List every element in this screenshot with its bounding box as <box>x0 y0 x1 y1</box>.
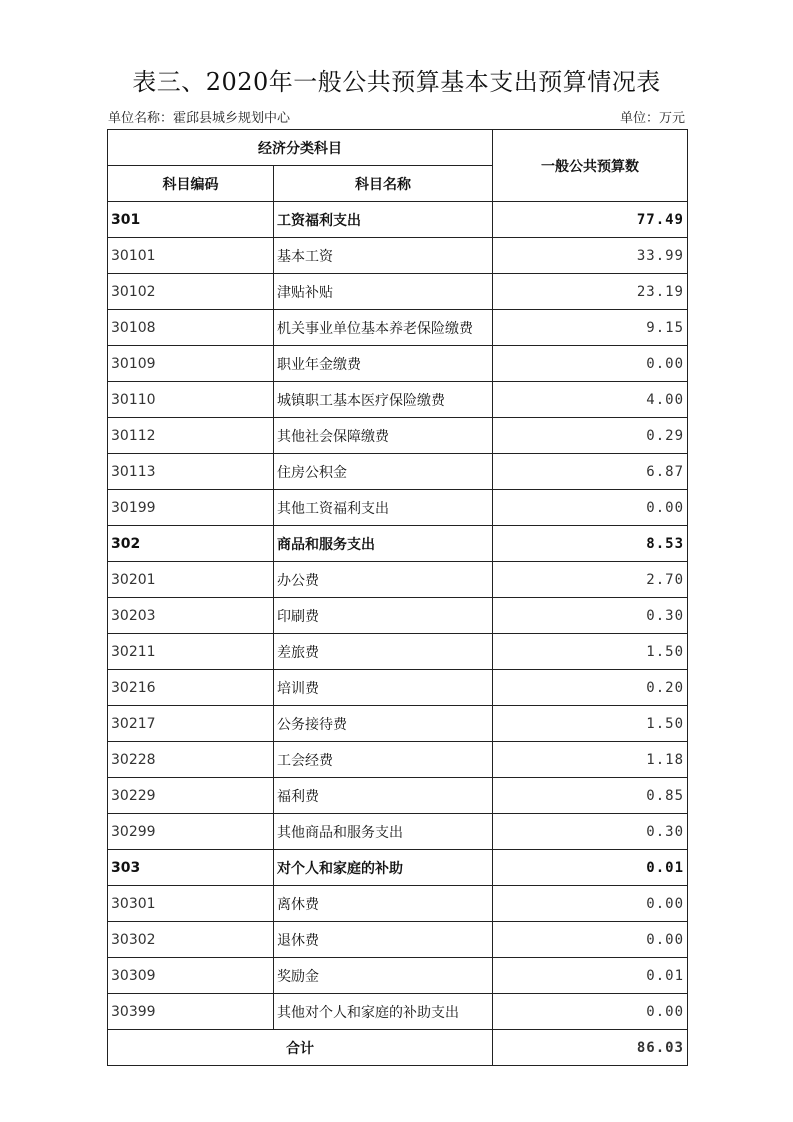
total-amount: 86.03 <box>493 1030 688 1066</box>
subject-code-cell: 30309 <box>108 958 274 994</box>
table-row <box>108 454 688 490</box>
subject-name-cell: 办公费 <box>274 562 493 598</box>
subject-name-cell: 机关事业单位基本养老保险缴费 <box>274 310 493 346</box>
subject-name-cell: 其他对个人和家庭的补助支出 <box>274 994 493 1030</box>
total-label: 合计 <box>108 1030 493 1066</box>
table-row <box>108 418 688 454</box>
table-row <box>108 634 688 670</box>
table-row <box>108 490 688 526</box>
amount-cell: 0.00 <box>493 346 688 382</box>
subject-name-cell: 其他工资福利支出 <box>274 490 493 526</box>
table-row <box>108 742 688 778</box>
amount-cell: 8.53 <box>493 526 688 562</box>
subject-code-cell: 302 <box>108 526 274 562</box>
subject-name-cell: 其他社会保障缴费 <box>274 418 493 454</box>
subject-code-cell: 30199 <box>108 490 274 526</box>
subject-code-cell: 30110 <box>108 382 274 418</box>
subject-code-cell: 30109 <box>108 346 274 382</box>
table-row <box>108 382 688 418</box>
table-group-row <box>108 202 688 238</box>
total-row <box>108 1030 688 1066</box>
subject-name-cell: 其他商品和服务支出 <box>274 814 493 850</box>
subject-code-cell: 30302 <box>108 922 274 958</box>
unit-label: 单位：万元 <box>619 111 685 126</box>
table-row <box>108 706 688 742</box>
table-row <box>108 958 688 994</box>
table-row <box>108 922 688 958</box>
subject-name-cell: 工会经费 <box>274 742 493 778</box>
subject-code-cell: 30217 <box>108 706 274 742</box>
subject-code-cell: 30101 <box>108 238 274 274</box>
code-header: 科目编码 <box>108 166 274 202</box>
subject-name-cell: 培训费 <box>274 670 493 706</box>
subject-code-cell: 30203 <box>108 598 274 634</box>
amount-cell: 1.50 <box>493 706 688 742</box>
subject-code-cell: 30112 <box>108 418 274 454</box>
subject-code-cell: 30108 <box>108 310 274 346</box>
amount-cell: 33.99 <box>493 238 688 274</box>
subject-code-cell: 30201 <box>108 562 274 598</box>
table-row <box>108 346 688 382</box>
amount-cell: 0.30 <box>493 814 688 850</box>
table-group-row <box>108 526 688 562</box>
table-row <box>108 238 688 274</box>
subject-code-cell: 30211 <box>108 634 274 670</box>
subject-code-cell: 30102 <box>108 274 274 310</box>
subject-name-cell: 住房公积金 <box>274 454 493 490</box>
table-row <box>108 886 688 922</box>
subject-name-cell: 津贴补贴 <box>274 274 493 310</box>
subject-name-cell: 福利费 <box>274 778 493 814</box>
subject-name-cell: 对个人和家庭的补助 <box>274 850 493 886</box>
amount-cell: 0.00 <box>493 994 688 1030</box>
amount-cell: 0.20 <box>493 670 688 706</box>
subject-name-cell: 退休费 <box>274 922 493 958</box>
subject-code-cell: 30299 <box>108 814 274 850</box>
amount-cell: 0.30 <box>493 598 688 634</box>
subject-code-cell: 301 <box>108 202 274 238</box>
amount-cell: 0.85 <box>493 778 688 814</box>
table-row <box>108 670 688 706</box>
subject-code-cell: 30229 <box>108 778 274 814</box>
table-row <box>108 994 688 1030</box>
subject-name-cell: 工资福利支出 <box>274 202 493 238</box>
table-row <box>108 778 688 814</box>
amount-header: 一般公共预算数 <box>493 130 688 202</box>
header-row <box>108 130 688 166</box>
table-row <box>108 562 688 598</box>
name-header: 科目名称 <box>274 166 493 202</box>
subject-name-cell: 职业年金缴费 <box>274 346 493 382</box>
subject-name-cell: 印刷费 <box>274 598 493 634</box>
table-group-row <box>108 850 688 886</box>
amount-cell: 23.19 <box>493 274 688 310</box>
subject-code-cell: 30216 <box>108 670 274 706</box>
amount-cell: 0.01 <box>493 958 688 994</box>
subject-code-cell: 30113 <box>108 454 274 490</box>
amount-cell: 1.50 <box>493 634 688 670</box>
amount-cell: 0.00 <box>493 490 688 526</box>
subject-name-cell: 离休费 <box>274 886 493 922</box>
table-row <box>108 814 688 850</box>
subject-code-cell: 30301 <box>108 886 274 922</box>
amount-cell: 2.70 <box>493 562 688 598</box>
amount-cell: 0.29 <box>493 418 688 454</box>
subject-code-cell: 30399 <box>108 994 274 1030</box>
budget-table <box>107 129 688 1066</box>
amount-cell: 77.49 <box>493 202 688 238</box>
amount-cell: 4.00 <box>493 382 688 418</box>
amount-cell: 9.15 <box>493 310 688 346</box>
amount-cell: 0.00 <box>493 922 688 958</box>
unit-name-label: 单位名称：霍邱县城乡规划中心 <box>108 111 291 126</box>
amount-cell: 0.00 <box>493 886 688 922</box>
amount-cell: 0.01 <box>493 850 688 886</box>
amount-cell: 6.87 <box>493 454 688 490</box>
subject-name-cell: 公务接待费 <box>274 706 493 742</box>
subject-code-cell: 30228 <box>108 742 274 778</box>
subject-name-cell: 差旅费 <box>274 634 493 670</box>
amount-cell: 1.18 <box>493 742 688 778</box>
table-row <box>108 274 688 310</box>
economic-category-header: 经济分类科目 <box>108 130 493 166</box>
subject-name-cell: 城镇职工基本医疗保险缴费 <box>274 382 493 418</box>
page-title: 表三、2020年一般公共预算基本支出预算情况表 <box>132 68 661 96</box>
subject-name-cell: 奖励金 <box>274 958 493 994</box>
subject-name-cell: 基本工资 <box>274 238 493 274</box>
subject-name-cell: 商品和服务支出 <box>274 526 493 562</box>
table-row <box>108 598 688 634</box>
table-row <box>108 310 688 346</box>
subject-code-cell: 303 <box>108 850 274 886</box>
